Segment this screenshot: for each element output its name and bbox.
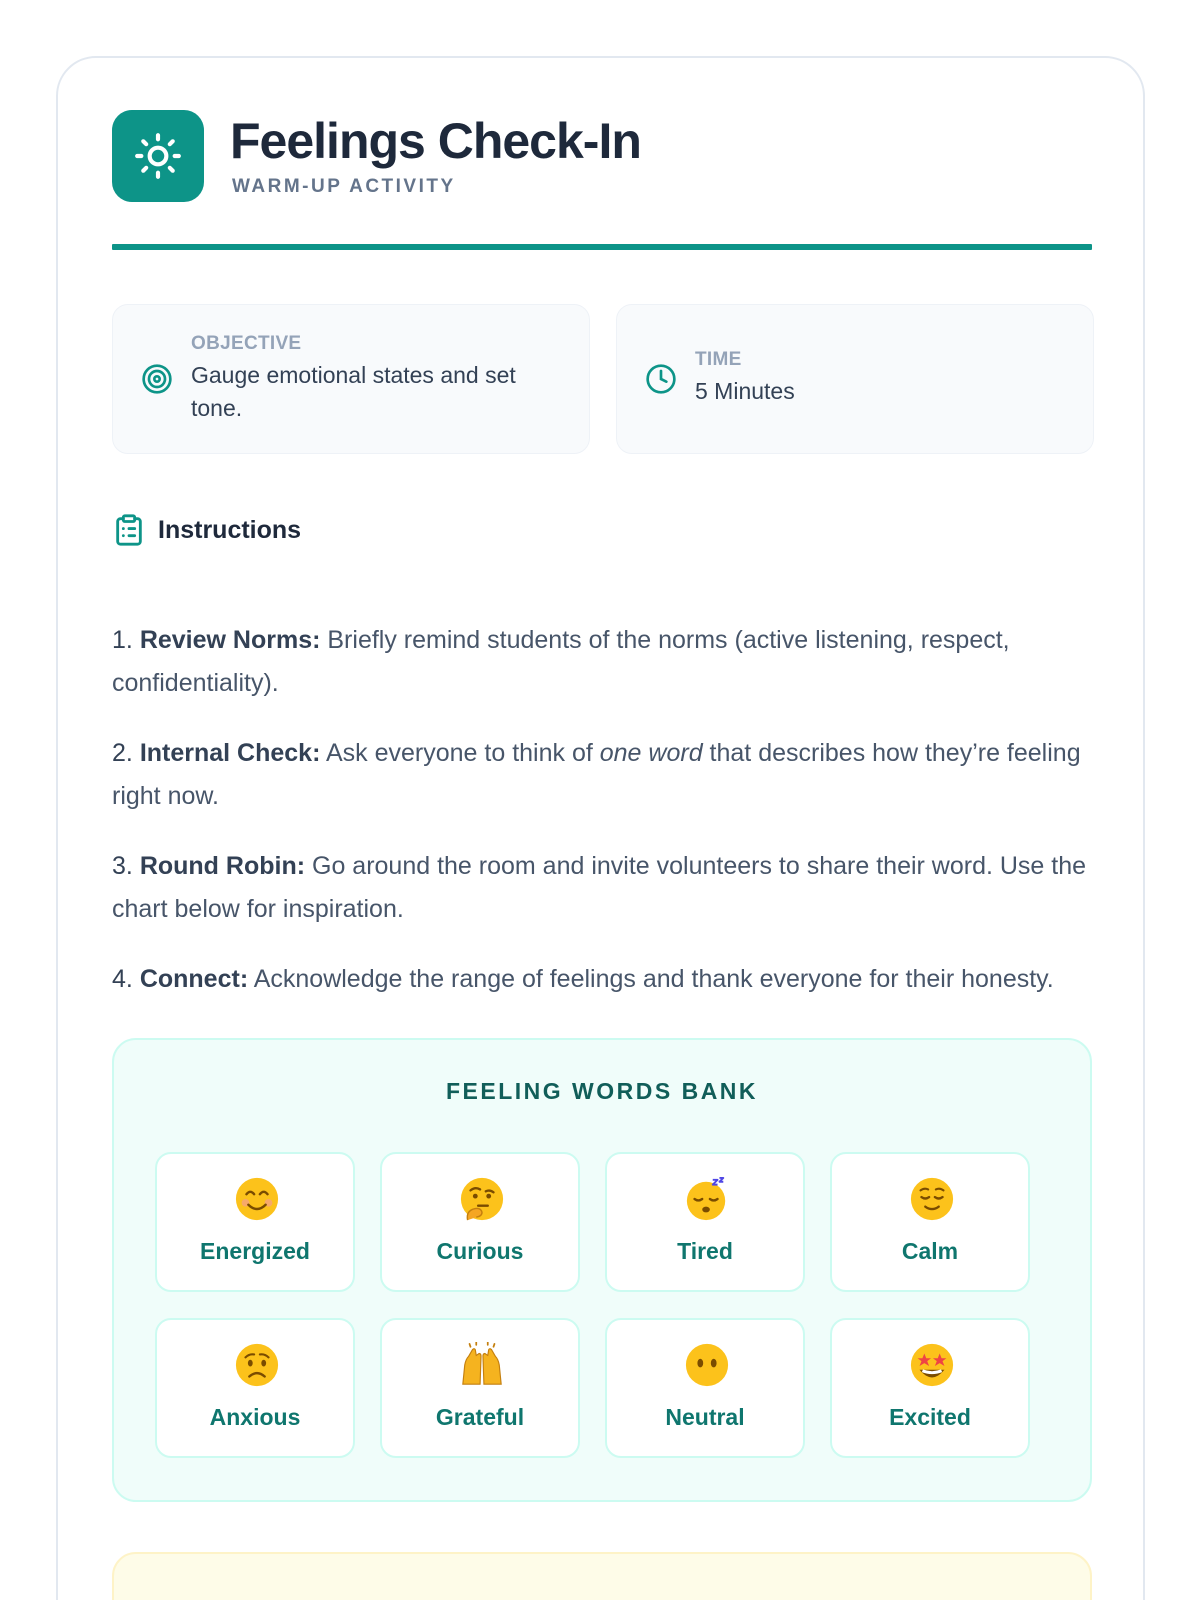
feeling-word-anxious[interactable]: Anxious <box>155 1318 355 1458</box>
feeling-word-excited[interactable]: Excited <box>830 1318 1030 1458</box>
no-mouth-face-emoji-icon <box>684 1342 730 1388</box>
tip-callout <box>112 1552 1092 1600</box>
star-struck-emoji-icon <box>909 1342 955 1388</box>
clock-icon <box>645 363 677 395</box>
instruction-step: 3. Round Robin: Go around the room and invite volunteers to share their word. Use the chart below for inspiration. <box>112 852 1087 923</box>
header-divider <box>112 244 1092 250</box>
instruction-step: 1. Review Norms: Briefly remind students of the norms (active listening, respect, confidentiality). <box>112 626 1010 697</box>
objective-panel <box>112 304 590 454</box>
instruction-step: 2. Internal Check: Ask everyone to think of one word that describes how they’re feeling right now. <box>112 739 1081 810</box>
feeling-words-bank <box>112 1038 1092 1502</box>
objective-label: OBJECTIVE <box>191 333 302 354</box>
sun-icon <box>133 131 183 181</box>
page-title: Feelings Check-In <box>230 113 641 169</box>
thinking-face-emoji-icon <box>459 1176 505 1222</box>
target-icon <box>141 363 173 395</box>
sleeping-face-emoji-icon <box>684 1176 730 1222</box>
instruction-step: 4. Connect: Acknowledge the range of feelings and thank everyone for their honesty. <box>112 965 1054 993</box>
objective-value: Gauge emotional states and set tone. <box>191 362 516 421</box>
time-label: TIME <box>695 349 742 370</box>
raising-hands-emoji-icon <box>459 1342 505 1388</box>
activity-header <box>112 110 1092 202</box>
relieved-face-emoji-icon <box>909 1176 955 1222</box>
page-subtitle: WARM-UP ACTIVITY <box>232 176 456 197</box>
feeling-word-curious[interactable]: Curious <box>380 1152 580 1292</box>
feeling-word-grateful[interactable]: Grateful <box>380 1318 580 1458</box>
feeling-word-energized[interactable]: Energized <box>155 1152 355 1292</box>
instructions-list <box>112 619 1102 1028</box>
time-value: 5 Minutes <box>695 378 795 404</box>
instructions-title: Instructions <box>158 515 302 544</box>
time-panel <box>616 304 1094 454</box>
clipboard-icon <box>112 513 146 547</box>
activity-card <box>56 56 1145 1600</box>
instructions-heading <box>112 512 301 548</box>
smiling-face-emoji-icon <box>234 1176 280 1222</box>
activity-logo <box>112 110 204 202</box>
worried-face-emoji-icon <box>234 1342 280 1388</box>
feeling-word-tired[interactable]: Tired <box>605 1152 805 1292</box>
word-bank-title: FEELING WORDS BANK <box>445 1078 759 1104</box>
feeling-word-neutral[interactable]: Neutral <box>605 1318 805 1458</box>
feeling-word-calm[interactable]: Calm <box>830 1152 1030 1292</box>
